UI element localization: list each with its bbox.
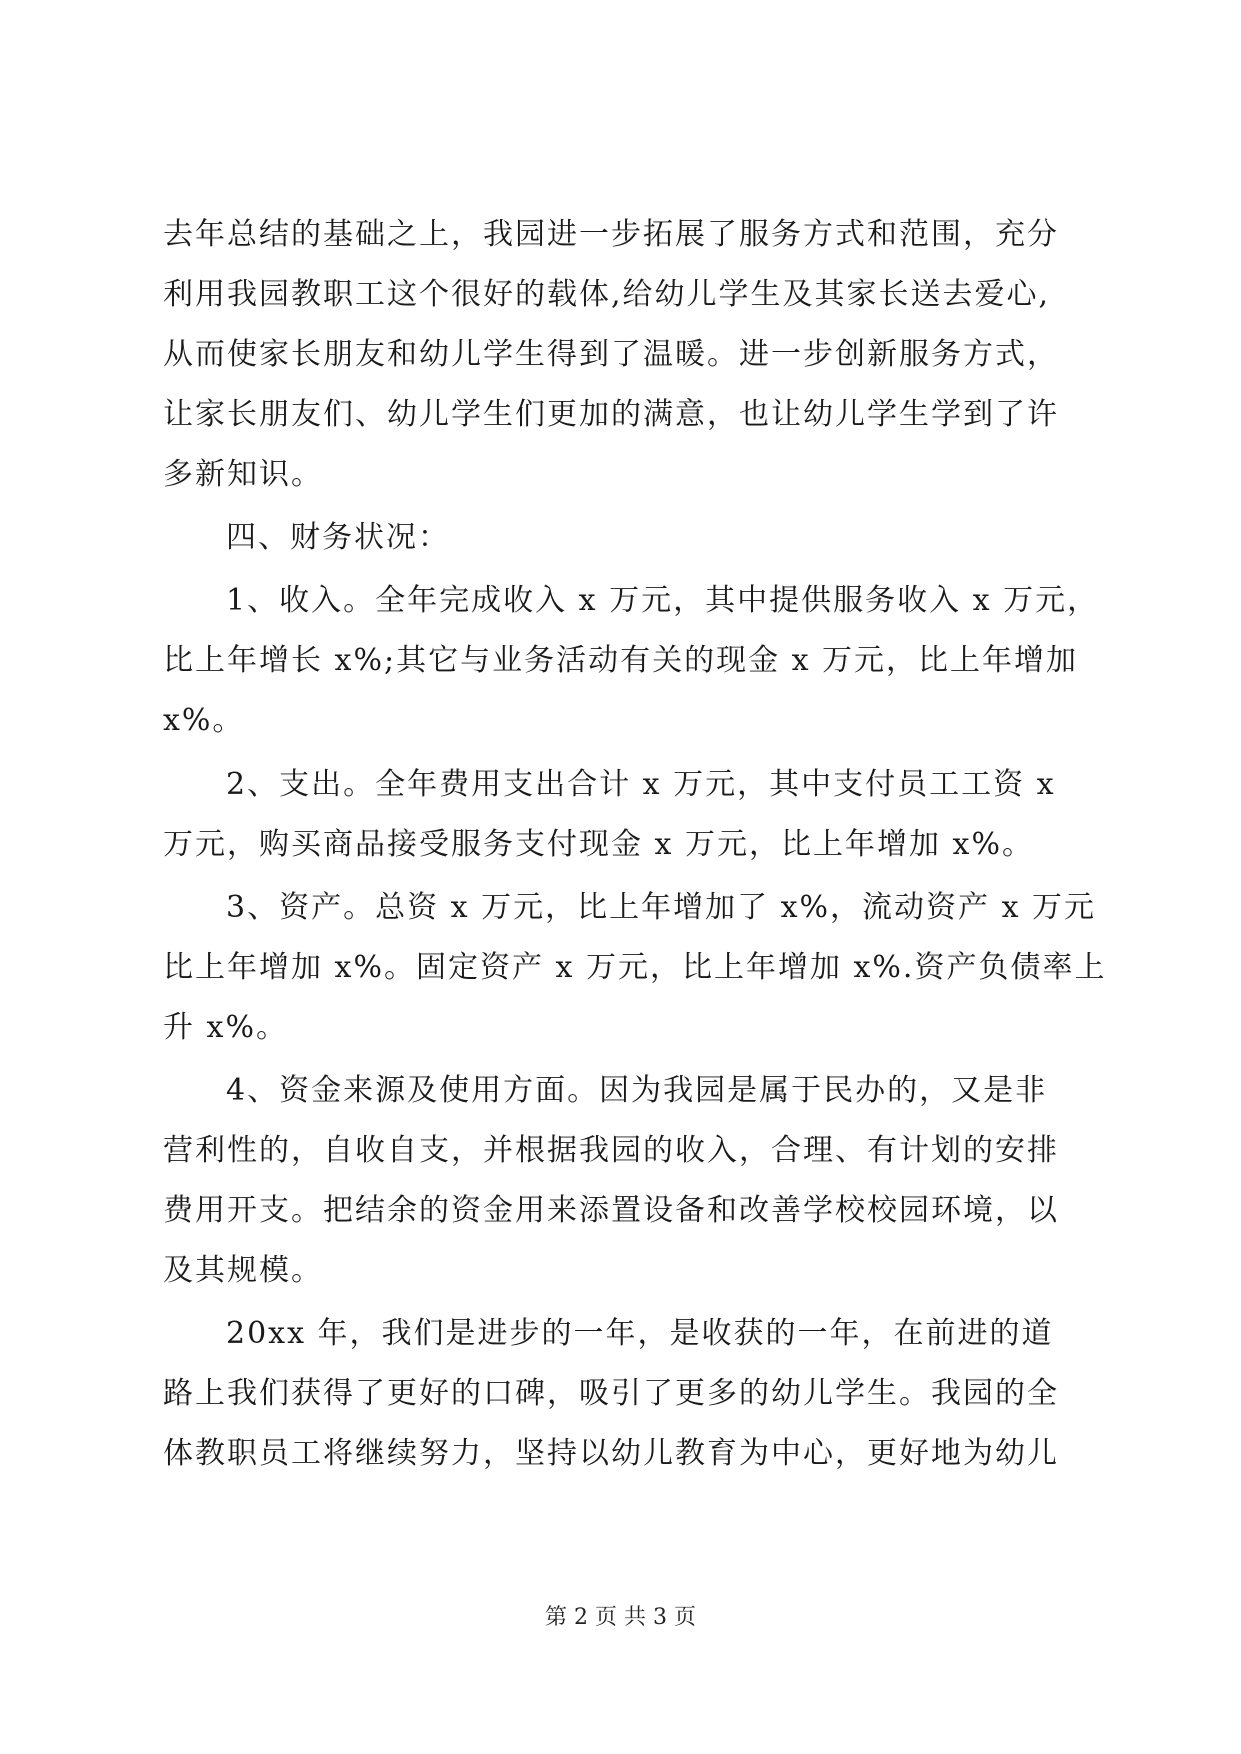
summary-line-3: 体教职员工将继续努力，坚持以幼儿教育为中心，更好地为幼儿 — [163, 1436, 1059, 1471]
income-line-1: 1、收入。全年完成收入 x 万元，其中提供服务收入 x 万元， — [226, 583, 1100, 618]
page-number-footer: 第 2 页 共 3 页 — [545, 1605, 696, 1630]
funds-line-3: 费用开支。把结余的资金用来添置设备和改善学校校园环境，以 — [163, 1193, 1059, 1228]
paragraph-line-2: 利用我园教职工这个很好的载体,给幼儿学生及其家长送去爱心, — [163, 277, 1051, 312]
assets-line-2: 比上年增加 x%。固定资产 x 万元，比上年增加 x%.资产负债率上 — [163, 950, 1107, 985]
section-heading-finance: 四、财务状况： — [226, 520, 450, 555]
paragraph-line-3: 从而使家长朋友和幼儿学生得到了温暖。进一步创新服务方式， — [163, 337, 1059, 372]
assets-line-3: 升 x%。 — [163, 1010, 288, 1045]
paragraph-line-5: 多新知识。 — [163, 457, 323, 492]
funds-line-1: 4、资金来源及使用方面。因为我园是属于民办的，又是非 — [226, 1073, 1048, 1108]
income-line-3: x%。 — [163, 703, 245, 738]
assets-line-1: 3、资产。总资 x 万元，比上年增加了 x%，流动资产 x 万元 — [226, 890, 1097, 925]
funds-line-4: 及其规模。 — [163, 1253, 323, 1288]
paragraph-line-1: 去年总结的基础之上，我园进一步拓展了服务方式和范围，充分 — [163, 217, 1059, 252]
summary-line-1: 20xx 年，我们是进步的一年，是收获的一年，在前进的道 — [226, 1316, 1054, 1351]
funds-line-2: 营利性的，自收自支，并根据我园的收入，合理、有计划的安排 — [163, 1133, 1059, 1168]
expense-line-1: 2、支出。全年费用支出合计 x 万元，其中支付员工工资 x — [226, 767, 1056, 802]
summary-line-2: 路上我们获得了更好的口碑，吸引了更多的幼儿学生。我园的全 — [163, 1376, 1059, 1411]
paragraph-line-4: 让家长朋友们、幼儿学生们更加的满意，也让幼儿学生学到了许 — [163, 397, 1059, 432]
income-line-2: 比上年增长 x%;其它与业务活动有关的现金 x 万元，比上年增加 — [163, 643, 1079, 678]
expense-line-2: 万元，购买商品接受服务支付现金 x 万元，比上年增加 x%。 — [163, 827, 1034, 862]
